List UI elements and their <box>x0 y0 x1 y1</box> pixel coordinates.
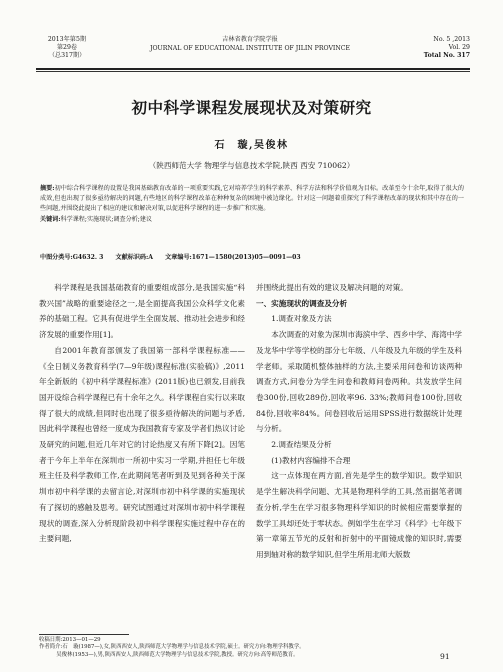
classification-info: 中图分类号:G4632. 3 文献标识码:A 文章编号:1671—1580(2013)05—0091—03 <box>40 254 301 261</box>
body-right-column <box>256 280 462 563</box>
journal-title-cn: 吉林省教育学院学报 <box>222 36 278 43</box>
section-heading: 一、实施现状的调查及分析 <box>256 298 348 308</box>
received-date: 收稿日期:2013—01—29 <box>39 637 101 643</box>
paragraph: 本次调查的对象为深圳市海滨中学、西乡中学、海湾中学及龙华中学等学校的部分七年级、八年级及九年级的学生及科学老师。采取随机整体抽样的方法,主要采用问卷和访谈两种调查方式,问卷分为学生问卷和教师问卷两种。共发放学生问卷300份,回收289份,回收率96. 33%;教师问卷100份,回收84份,回收率84%。问卷回收后运用SPSS进行数据统计处理与分析。 <box>256 330 462 434</box>
abstract <box>40 184 464 225</box>
paragraph: 并围绕此提出有效的建议及解决问题的对策。 <box>256 283 408 292</box>
keywords-label: 关键词: <box>40 215 61 223</box>
subsection-heading: 2.调查结果及分析 <box>271 440 332 450</box>
subsection-heading: 1.调查对象及方法 <box>271 314 332 324</box>
issue-no-en: No. 5 ,2013 <box>433 36 470 43</box>
issue-volume: 第29卷 <box>56 44 78 52</box>
author-bio: 作者简介:石 璇(1987—),女,陕西西安人,陕西师范大学物理学与信息技术学院,硕士。研究方向:物理学科教学。 <box>39 644 305 651</box>
issue-total: （总317期） <box>48 52 86 60</box>
issue-info <box>38 36 96 61</box>
abstract-body <box>40 184 464 215</box>
abstract-label: 摘要: <box>40 185 55 192</box>
journal-title-en: JOURNAL OF EDUCATIONAL INSTITUTE OF JILIN PROVINCE <box>149 44 351 52</box>
header-rule-thin <box>36 71 470 72</box>
issue-info-en <box>418 36 470 61</box>
issue-year: 2013年第5期 <box>47 36 87 43</box>
article-authors: 石 璇,吴俊林 <box>214 140 289 151</box>
paragraph: 这一点体现在两方面,首先是学生的数学知识。数学知识是学生解决科学问题、尤其是物理科学的工具,然而据笔者调查分析,学生在学习很多物理科学知识的时候相应需要掌握的数学工具却还处于零状态。例如学生在学习《科学》七年级下第一章第五节光的反射和折射中的平面镜成像的知识时,需要用到轴对称的数学知识,但学生所用北师大版数 <box>256 471 462 559</box>
page-number: 91 <box>440 652 450 661</box>
subsection-heading: (1)教材内容编排不合理 <box>271 455 351 465</box>
footnote <box>39 637 469 659</box>
issue-vol-en: Vol. 29 <box>448 44 470 52</box>
keywords <box>40 215 464 225</box>
header-rule-thick <box>36 68 470 70</box>
footnote-rule <box>39 634 129 635</box>
journal-title <box>130 36 370 53</box>
author-bio: 吴俊林(1953—),男,陕西西安人,陕西师范大学物理学与信息技术学院,教授。研究方向:高等师范教育。 <box>56 651 299 658</box>
abstract-text: 初中综合科学课程的设置是我国基础教育改革的一项重要实践,它对培养学生的科学素养、科学方法和科学价值观为目标。改革至今十余年,取得了很大的成效,但也出现了很多亟待解决的问题,有些地区的科学课程改革在种种复杂的困境中被边缘化。针对这一问题着重探究了科学课程改革的现状和其中存在的一些问题,并围绕此提出了相应的建议和解决对策,以促进科学课程的进一步推广和实施。 <box>40 185 465 213</box>
body-left-column <box>39 280 245 547</box>
issue-total-en: Total No. 317 <box>423 52 470 60</box>
article-title: 初中科学课程发展现状及对策研究 <box>131 98 372 117</box>
author-affiliation: （陕西师范大学 物理学与信息技术学院,陕西 西安 710062） <box>148 161 355 170</box>
keywords-text: 科学课程;实施现状;调查分析;建议 <box>60 215 153 223</box>
paragraph: 自2001年教育部颁发了我国第一部科学课程标准——《全日制义务教育科学(7—9年级)课程标准(实验稿)》,2011年全新版的《初中科学课程标准》(2011版)也已颁发,目前我国开设综合科学课程已有十余年之久。科学课程自实行以来取得了很大的成绩,但同时也出现了很多亟待解决的问题与矛盾,因此科学课程也曾经一度成为我国教育专家及学者们热议讨论及研究的问题,但近几年对它的讨论热度又有所下降[2]。因笔者于今年上半年在深圳市一所初中实习一学期,并担任七年级班主任及科学教师工作,在此期间笔者听到及见到各种关于深圳市初中科学课的去留言论,对深圳市初中科学课的实施现状有了探切的感触及思考。研究试图通过对深圳市初中科学课程现状的调查,深入分析现阶段初中科学课程实施过程中存在的主要问题, <box>39 345 245 544</box>
paragraph: 科学课程是我国基础教育的重要组成部分,是我国实施“科教兴国”战略的重要途径之一,是全面提高我国公众科学文化素养的基础工程。它具有促进学生全面发展、推动社会进步和经济发展的重要作用[1]。 <box>39 283 245 340</box>
